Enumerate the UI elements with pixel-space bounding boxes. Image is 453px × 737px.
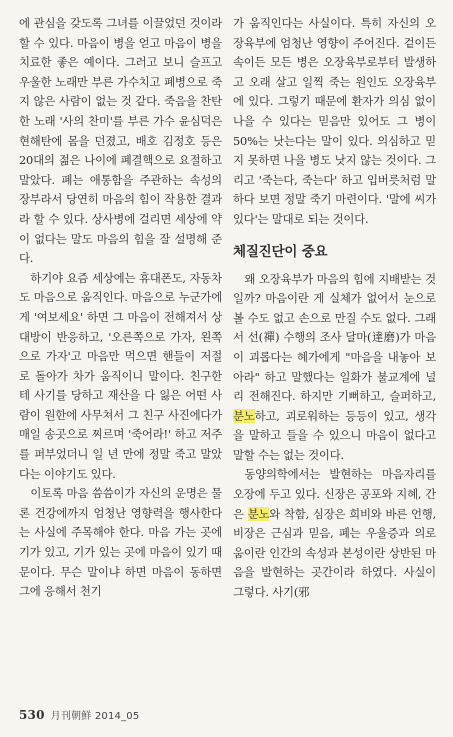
left-column bbox=[19, 14, 222, 602]
right-paragraph-3-text-a: 동양의학에서는 발현하는 마음자리를 오장에 두고 있다. 신장은 공포와 지혜, 간은 bbox=[233, 467, 436, 521]
right-paragraph-3 bbox=[233, 465, 436, 602]
left-paragraph-2: 하기야 요즘 세상에는 휴대폰도, 자동차도 마음으로 움직인다. 마음으로 누군가에게 '여보세요' 하면 그 마음이 전해져서 상대방이 반응하고, '오른쪽으로 가자, 왼쪽으로 가자'고 마음만 먹으면 핸들이 저절로 돌아가 차가 움직이니 말이다. 친구한테 사기를 당하고 재산을 다 잃은 어떤 사람이 원한에 사무쳐서 그 친구 사진에다가 매일 송곳으로 찌르며 '죽어라!' 하고 저주를 퍼부었더니 일 년 만에 정말 죽고 말았다는 이야기도 있다. bbox=[19, 270, 222, 481]
right-paragraph-2-text-b: 하고, 괴로워하는 등등이 있고, 생각을 말하고 들을 수 있으니 마음이 없다고 말할 수는 없는 것이다. bbox=[233, 408, 436, 462]
right-paragraph-3-text-b: 와 착함, 심장은 희비와 바른 언행, 비장은 근심과 믿음, 폐는 우울증과 의로움이란 인간의 속성과 본성이란 상반된 마음을 발현하는 곳간이라 하였다. 사실이 그렇다. 사기(邪 bbox=[233, 506, 436, 600]
section-heading: 체질진단이 중요 bbox=[233, 243, 328, 260]
magazine-issue: 月刊朝鮮 2014_05 bbox=[50, 711, 140, 722]
page-number: 530 bbox=[19, 708, 45, 722]
highlighted-word: 분노 bbox=[247, 506, 270, 521]
highlighted-word: 분노 bbox=[233, 408, 255, 423]
right-paragraph-2-text-a: 왜 오장육부가 마음의 힘에 지배받는 것일까? 마음이란 게 실체가 없어서 눈으로 볼 수도 없고 손으로 만질 수도 없다. 그래서 선(禪) 수행의 조사 달마(達磨)가 마음이 괴롭다는 혜가에게 "마음을 내놓아 보아라" 하고 말했다는 일화가 불교계에 널리 전해진다. 하지만 기뻐하고, 슬퍼하고, bbox=[233, 271, 436, 404]
left-paragraph-3: 이토록 마음 씀씀이가 자신의 운명은 물론 건강에까지 엄청난 영향력을 행사한다는 사실에 주목해야 한다. 마음 가는 곳에 기가 있고, 기가 있는 곳에 마음이 있기 때문이다. 무슨 말이냐 하면 마음이 동하면 그에 응해서 천기 bbox=[19, 486, 222, 599]
page-footer bbox=[19, 707, 139, 722]
right-paragraph-1: 가 움직인다는 사실이다. 특히 자신의 오장육부에 엄청난 영향이 주어진다. 겉이든 속이든 모든 병은 오장육부로부터 발생하고 오래 살고 일찍 죽는 원인도 오장육부에 있다. 그렇기 때문에 환자가 의심 없이 나을 수 있다는 믿음만 있어도 그 병이 50%는 낫는다는 말이 있다. 의심하고 믿지 못하면 나을 병도 낫지 않는 것이다. 그리고 '죽는다, 죽는다' 하고 입버릇처럼 말하다 보면 정말 죽기 마련이다. '말에 씨가 있다'는 말대로 되는 것이다. bbox=[233, 16, 436, 226]
left-paragraph-1: 에 관심을 갖도록 그녀를 이끌었던 것이라 할 수 있다. 마음이 병을 얻고 마음이 병을 치료한 좋은 예이다. 그러고 보니 슬프고 우울한 노래만 부른 가수치고 폐병으로 죽지 않은 사람이 없는 것 같다. 죽음을 찬탄한 노래 '사의 찬미'를 부른 가수 윤심덕은 현해탄에 몸을 던졌고, 배호 김정호 등은 20대의 젊은 나이에 폐결핵으로 요절하고 말았다. 폐는 애통함을 주관하는 속성의 장부라서 당연히 마음의 힘이 작용한 결과라 할 수 있다. 상사병에 걸리면 세상에 약이 없다는 말도 마음의 힘을 잘 설명해 준다. bbox=[19, 16, 222, 266]
right-column bbox=[233, 14, 436, 603]
right-paragraph-2 bbox=[233, 270, 436, 466]
